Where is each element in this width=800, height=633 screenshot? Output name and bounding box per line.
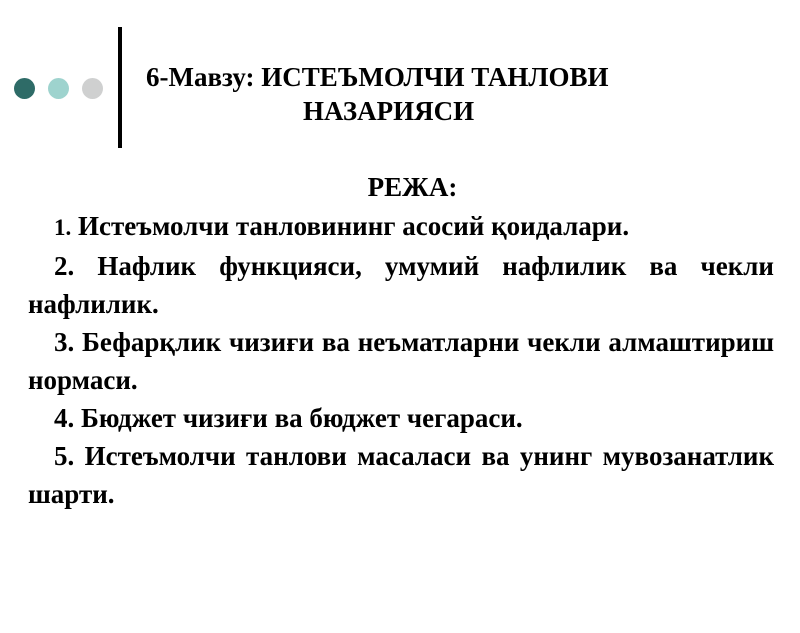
plan-item — [28, 399, 774, 437]
dot-light — [48, 78, 69, 99]
plan-item-number: 1. — [54, 215, 72, 240]
vertical-divider — [118, 27, 122, 148]
plan-item-text: Бефарқлик чизиғи ва неъматларни чекли алмаштириш нормаси. — [28, 327, 774, 395]
plan-item-text: Истеъмолчи танловининг асосий қоидалари. — [78, 211, 630, 241]
plan-item-text: Нафлик функцияси, умумий нафлилик ва чекли нафлилик. — [28, 251, 774, 319]
plan-list — [28, 207, 774, 513]
plan-item-text: Бюджет чизиғи ва бюджет чегараси. — [81, 403, 523, 433]
plan-item-number: 3. — [54, 327, 75, 357]
plan-heading-text: РЕЖА: — [367, 172, 458, 202]
plan-item — [28, 437, 774, 513]
plan-item-number: 5. — [54, 441, 75, 471]
plan-item — [28, 207, 774, 247]
plan-item-number: 2. — [54, 251, 75, 281]
plan-item — [28, 247, 774, 323]
slide-title — [146, 60, 706, 128]
plan-item-text: Истеъмолчи танлови масаласи ва унинг мувозанатлик шарти. — [28, 441, 775, 509]
plan-heading — [0, 172, 800, 202]
decorative-dots — [14, 78, 103, 99]
title-line-1: 6-Мавзу: ИСТЕЪМОЛЧИ ТАНЛОВИ — [146, 62, 609, 92]
title-line-2: НАЗАРИЯСИ — [303, 96, 475, 126]
plan-item — [28, 323, 774, 399]
dot-grey — [82, 78, 103, 99]
dot-dark — [14, 78, 35, 99]
plan-item-number: 4. — [54, 403, 75, 433]
